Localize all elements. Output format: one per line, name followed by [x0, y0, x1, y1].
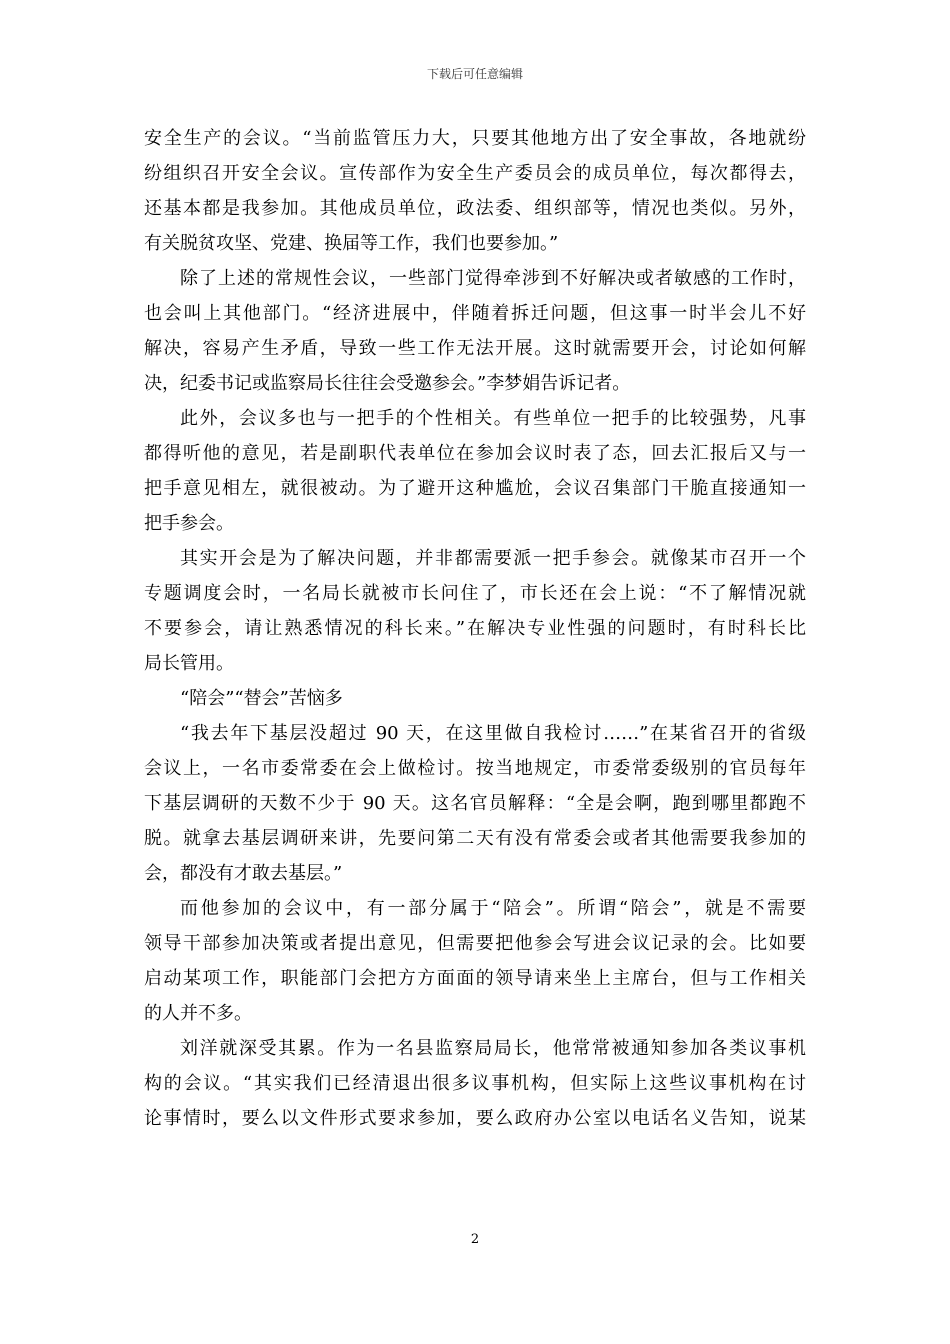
text-line: 下基层调研的天数不少于 90 天。这名官员解释：“全是会啊，跑到哪里都跑不	[144, 793, 806, 814]
text-line: 而他参加的会议中，有一部分属于“陪会”。所谓“陪会”，就是不需要	[180, 898, 806, 919]
text-line: 局长管用。	[144, 653, 234, 674]
text-line: 纷组织召开安全会议。宣传部作为安全生产委员会的成员单位，每次都得去，	[144, 163, 806, 184]
text-line: “我去年下基层没超过 90 天，在这里做自我检讨……”在某省召开的省级	[180, 723, 806, 744]
text-line: 的人并不多。	[144, 1003, 252, 1024]
text-line: 脱。就拿去基层调研来讲，先要问第二天有没有常委会或者其他需要我参加的	[144, 828, 806, 849]
text-line: 还基本都是我参加。其他成员单位，政法委、组织部等，情况也类似。另外，	[144, 198, 806, 219]
text-line: 也会叫上其他部门。“经济进展中，伴随着拆迁问题，但这事一时半会儿不好	[144, 303, 806, 324]
text-line: 会议上，一名市委常委在会上做检讨。按当地规定，市委常委级别的官员每年	[144, 758, 806, 779]
text-line: 构的会议。“其实我们已经清退出很多议事机构，但实际上这些议事机构在讨	[144, 1073, 806, 1094]
text-line: 此外，会议多也与一把手的个性相关。有些单位一把手的比较强势，凡事	[180, 408, 806, 429]
text-line: 除了上述的常规性会议，一些部门觉得牵涉到不好解决或者敏感的工作时，	[180, 268, 806, 289]
text-line: 把手参会。	[144, 513, 234, 534]
text-line: 启动某项工作，职能部门会把方方面面的领导请来坐上主席台，但与工作相关	[144, 968, 806, 989]
text-line: 会，都没有才敢去基层。”	[144, 863, 343, 884]
text-line: 有关脱贫攻坚、党建、换届等工作，我们也要参加。”	[144, 233, 559, 254]
text-line: 其实开会是为了解决问题，并非都需要派一把手参会。就像某市召开一个	[180, 548, 806, 569]
text-line: 决，纪委书记或监察局长往往会受邀参会。”李梦娟告诉记者。	[144, 373, 631, 394]
page-number: 2	[470, 1232, 480, 1247]
page-header: 下载后可任意编辑	[426, 67, 523, 81]
text-line: 刘洋就深受其累。作为一名县监察局局长，他常常被通知参加各类议事机	[180, 1038, 806, 1059]
text-line: “陪会”“替会”苦恼多	[180, 688, 343, 709]
text-line: 解决，容易产生矛盾，导致一些工作无法开展。这时就需要开会，讨论如何解	[144, 338, 806, 359]
text-line: 不要参会，请让熟悉情况的科长来。”在解决专业性强的问题时，有时科长比	[144, 618, 806, 639]
text-line: 都得听他的意见，若是副职代表单位在参加会议时表了态，回去汇报后又与一	[144, 443, 806, 464]
text-line: 专题调度会时，一名局长就被市长问住了，市长还在会上说：“不了解情况就	[144, 583, 806, 604]
document-body	[144, 121, 806, 1136]
text-line: 论事情时，要么以文件形式要求参加，要么政府办公室以电话名义告知，说某	[144, 1108, 806, 1129]
text-line: 把手意见相左，就很被动。为了避开这种尴尬，会议召集部门干脆直接通知一	[144, 478, 806, 499]
text-line: 安全生产的会议。“当前监管压力大，只要其他地方出了安全事故，各地就纷	[144, 128, 806, 149]
text-line: 领导干部参加决策或者提出意见，但需要把他参会写进会议记录的会。比如要	[144, 933, 806, 954]
